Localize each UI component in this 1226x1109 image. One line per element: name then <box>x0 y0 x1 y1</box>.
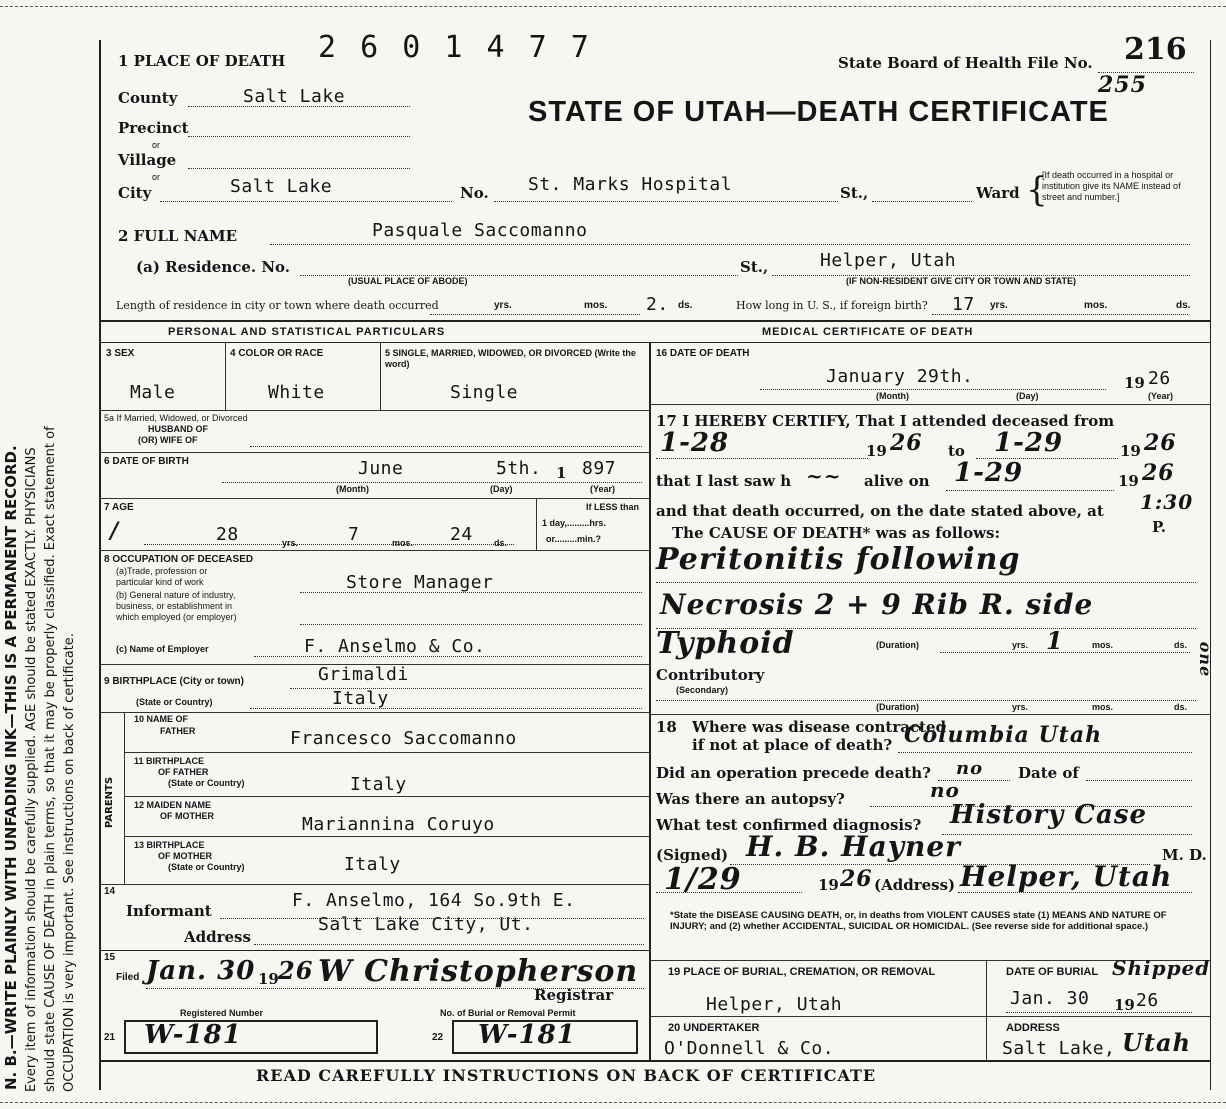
burial-date: Jan. 30 <box>1010 988 1090 1009</box>
file-no-alt: 255 <box>1098 72 1147 98</box>
full-name-line <box>270 244 1190 245</box>
occupation-value: Store Manager <box>346 572 494 593</box>
sex-label: 3 SEX <box>106 348 135 359</box>
dod-year-caption: (Year) <box>1148 391 1174 401</box>
st-label: St., <box>840 184 869 202</box>
autopsy-answer: no <box>930 778 960 802</box>
st-line <box>872 201 972 202</box>
burial-address-label: ADDRESS <box>1006 1022 1060 1034</box>
row-divider-8 <box>124 796 649 797</box>
dob-year: 897 <box>582 458 617 479</box>
age-mos-label: mos. <box>392 538 414 548</box>
residence-label: (a) Residence. No. <box>136 258 291 276</box>
section-title-divider <box>100 342 1210 343</box>
signed-date: 1/29 <box>664 862 742 897</box>
cause-line1: Peritonitis following <box>656 542 1021 577</box>
undertaker-label: 20 UNDERTAKER <box>668 1022 760 1034</box>
shipped-note: Shipped <box>1112 956 1211 980</box>
age-years: 28 <box>216 524 239 545</box>
cause-intro: The CAUSE OF DEATH* was as follows: <box>672 524 1001 542</box>
color-label: 4 COLOR OR RACE <box>230 348 324 359</box>
burial-address-state: Utah <box>1122 1028 1192 1057</box>
from-year: 26 <box>890 430 923 456</box>
mother-bp-value: Italy <box>344 854 401 875</box>
medical-section-title: MEDICAL CERTIFICATE OF DEATH <box>762 326 974 338</box>
death-occurred-text: and that death occurred, on the date stated above, at <box>656 502 1104 520</box>
top-perforation <box>0 6 1226 8</box>
row-divider-11 <box>100 950 650 951</box>
residence-st-label: St., <box>740 258 769 276</box>
last-saw-text: that I last saw h <box>656 472 792 490</box>
signed-year-prefix: 19 <box>818 876 839 894</box>
city-line <box>160 201 452 202</box>
age-days: 24 <box>450 524 473 545</box>
left-border <box>99 40 101 1090</box>
reg-number-label: Registered Number <box>180 1008 264 1018</box>
certificate-title: STATE OF UTAH—DEATH CERTIFICATE <box>528 96 1109 128</box>
bottom-divider <box>100 1060 1210 1062</box>
dob-day-caption: (Day) <box>490 484 513 494</box>
or-label-1: or <box>152 140 161 150</box>
occupation-a: (a)Trade, profession or <box>116 566 208 576</box>
form-number: 2 6 0 1 4 7 7 <box>318 30 592 65</box>
dob-month: June <box>358 458 404 479</box>
mother-bp-a: 13 BIRTHPLACE <box>134 840 205 850</box>
burial-date-line <box>1006 1012 1192 1013</box>
street-no-value: St. Marks Hospital <box>528 174 733 195</box>
color-value: White <box>268 382 325 403</box>
dod-label: 16 DATE OF DEATH <box>656 348 750 359</box>
brace: { <box>1026 170 1048 210</box>
q18-line <box>898 752 1192 753</box>
mother-bp-c: (State or Country) <box>168 862 245 872</box>
father-bp-c: (State or Country) <box>168 778 245 788</box>
to-year-prefix: 19 <box>1120 442 1141 460</box>
age-months: 7 <box>348 524 360 545</box>
age-less-divider <box>536 498 537 550</box>
q18-text-b: if not at place of death? <box>692 736 893 754</box>
signed-year: 26 <box>840 866 873 892</box>
marital-label: 5 SINGLE, MARRIED, WIDOWED, OR DIVORCED (Write the word) <box>385 348 636 369</box>
burial-mid-divider <box>650 1016 1210 1017</box>
secondary-label: (Secondary) <box>676 685 729 695</box>
birthplace-country-line <box>250 708 642 709</box>
cause-line3: Typhoid <box>656 626 795 661</box>
father-bp-b: OF FATHER <box>158 767 209 777</box>
last-saw-year-prefix: 19 <box>1118 472 1139 490</box>
length-residence-label: Length of residence in city or town where death occurred <box>116 299 439 312</box>
less-than-a: If LESS than <box>586 502 640 512</box>
age-label: 7 AGE <box>104 502 134 513</box>
duration-line-1 <box>940 652 1190 653</box>
last-saw-date: 1-29 <box>954 458 1024 488</box>
attended-from-line <box>656 458 868 459</box>
registrar-label: Registrar <box>534 986 614 1004</box>
birthplace-country: Italy <box>332 688 389 709</box>
burial-year: 26 <box>1136 990 1159 1011</box>
row-divider-10 <box>100 884 649 885</box>
ward-label: Ward <box>976 184 1020 202</box>
last-saw-suffix: alive on <box>864 472 930 490</box>
spouse-label-c: (OR) WIFE OF <box>138 435 198 445</box>
age-yrs-label: yrs. <box>282 538 299 548</box>
med-divider-2 <box>650 714 1210 715</box>
burial-date-label: DATE OF BURIAL <box>1006 966 1099 978</box>
cause-line2: Necrosis 2 + 9 Rib R. side <box>660 588 1094 621</box>
footnote: *State the DISEASE CAUSING DEATH, or, in deaths from VIOLENT CAUSES state (1) MEANS AND NATURE OF INJURY; and (2) whether ACCIDENTAL, SUICIDAL OR HOMICIDAL. (See reverse side for additional space.) <box>670 910 1167 932</box>
row-divider-4 <box>100 550 649 551</box>
burial-inner-divider <box>986 960 987 1060</box>
birthplace-label: 9 BIRTHPLACE (City or town) <box>104 676 244 687</box>
q18-answer: Columbia Utah <box>904 722 1103 748</box>
ward-note: [If death occurred in a hospital or institution give its NAME instead of street and number.] <box>1042 170 1181 202</box>
village-label: Village <box>118 151 177 169</box>
duration-years: 1 <box>1046 626 1064 655</box>
street-no-label: No. <box>460 184 489 202</box>
permit-value: W-181 <box>478 1020 576 1050</box>
sex-value: Male <box>130 382 176 403</box>
middle-divider <box>649 342 651 960</box>
precinct-label: Precinct <box>118 119 189 137</box>
residence-city-value: Helper, Utah <box>820 250 957 271</box>
father-bp-value: Italy <box>350 774 407 795</box>
mother-bp-b: OF MOTHER <box>158 851 212 861</box>
filed-year-prefix: 19 <box>258 970 279 988</box>
test-line <box>942 834 1192 835</box>
date-of-label: Date of <box>1018 764 1079 782</box>
attended-from: 1-28 <box>660 428 730 458</box>
dod-month-day: January 29th. <box>826 366 974 387</box>
burial-year-prefix: 19 <box>1114 996 1135 1014</box>
registrar-signature: W Christopherson <box>318 954 639 989</box>
city-label: City <box>118 184 152 202</box>
duration-ds-1: ds. <box>1174 640 1188 650</box>
am-pm: P. <box>1152 518 1167 536</box>
length-ds: ds. <box>678 300 693 311</box>
or-label-2: or <box>152 172 161 182</box>
age-check: / <box>110 518 120 544</box>
length-yrs: yrs. <box>494 300 512 311</box>
duration-mos-2: mos. <box>1092 702 1114 712</box>
sex-color-divider <box>225 342 226 410</box>
father-value: Francesco Saccomanno <box>290 728 517 749</box>
mother-label-a: 12 MAIDEN NAME <box>134 800 212 810</box>
employer-value: F. Anselmo & Co. <box>304 636 486 657</box>
spouse-label-b: HUSBAND OF <box>148 424 208 434</box>
father-label-a: 10 NAME OF <box>134 714 189 724</box>
undertaker-value: O'Donnell & Co. <box>664 1038 835 1059</box>
from-year-prefix: 19 <box>866 442 887 460</box>
file-no-value: 216 <box>1124 32 1187 67</box>
occupation-b: particular kind of work <box>116 577 204 587</box>
place-of-death-label: 1 PLACE OF DEATH <box>118 52 286 70</box>
side-note-line2: Every item of information should be carefully supplied. AGE should be stated EXACTLY. PHYSICIANS <box>24 447 39 1092</box>
informant-address: Salt Lake City, Ut. <box>318 914 534 935</box>
filed-date: Jan. 30 <box>146 956 256 986</box>
occupation-line-2 <box>300 624 642 625</box>
q18-text-a: Where was disease contracted <box>692 718 947 736</box>
signature: H. B. Hayner <box>746 830 961 863</box>
dod-year: 26 <box>1148 368 1171 389</box>
length-mos: mos. <box>584 300 608 311</box>
file-no-label: State Board of Health File No. <box>838 54 1093 72</box>
q18-num: 18 <box>656 718 677 736</box>
village-line <box>188 168 410 169</box>
top-section-divider <box>100 320 1210 322</box>
last-saw-line <box>946 490 1114 491</box>
dod-year-prefix: 19 <box>1124 374 1145 392</box>
last-saw-year: 26 <box>1142 460 1175 486</box>
spouse-line <box>250 446 642 447</box>
parents-divider <box>124 712 125 884</box>
county-value: Salt Lake <box>243 86 346 107</box>
us-label: How long in U. S., if foreign birth? <box>736 299 928 312</box>
age-ds-label: ds. <box>494 538 508 548</box>
less-than-c: or.........min.? <box>546 534 602 544</box>
duration-ds-2: ds. <box>1174 702 1188 712</box>
md-label: M. D. <box>1162 846 1207 864</box>
right-border <box>1210 40 1211 1090</box>
personal-section-title: PERSONAL AND STATISTICAL PARTICULARS <box>168 326 446 338</box>
burial-place: Helper, Utah <box>706 994 843 1015</box>
row-divider-1 <box>100 410 649 411</box>
occupation-d: business, or establishment in <box>116 601 233 611</box>
death-time: 1:30 <box>1140 490 1194 514</box>
filed-num: 15 <box>104 952 116 963</box>
test-answer: History Case <box>950 800 1148 830</box>
usual-place-caption: (USUAL PLACE OF ABODE) <box>348 276 468 286</box>
duration-yrs-2: yrs. <box>1012 702 1029 712</box>
less-than-b: 1 day,.........hrs. <box>542 518 606 528</box>
us-yrs: yrs. <box>990 300 1008 311</box>
duration-mos-1: mos. <box>1092 640 1114 650</box>
duration-label-1: (Duration) <box>876 640 919 650</box>
row-divider-3 <box>100 498 649 499</box>
nonresident-caption: (IF NON-RESIDENT GIVE CITY OR TOWN AND STATE) <box>846 276 1077 286</box>
informant-address-label: Address <box>184 928 251 946</box>
informant-address-line <box>254 944 644 945</box>
precinct-line <box>188 136 410 137</box>
attended-to: 1-29 <box>994 428 1064 458</box>
dob-year-caption: (Year) <box>590 484 616 494</box>
occupation-e: which employed (or employer) <box>116 612 237 622</box>
signed-address: Helper, Utah <box>960 860 1173 893</box>
full-name-value: Pasquale Saccomanno <box>372 220 588 241</box>
to-label: to <box>948 442 965 460</box>
informant-num: 14 <box>104 886 116 897</box>
dob-day: 5th. <box>496 458 542 479</box>
length-days-value: 2. <box>646 294 669 315</box>
filed-label: Filed <box>116 972 140 983</box>
county-label: County <box>118 89 178 107</box>
informant-value: F. Anselmo, 164 So.9th E. <box>292 890 576 911</box>
city-value: Salt Lake <box>230 176 333 197</box>
color-marital-divider <box>380 342 381 410</box>
occupation-c: (b) General nature of industry, <box>116 590 236 600</box>
occupation-label: 8 OCCUPATION OF DECEASED <box>104 554 254 565</box>
side-note-line3: should state CAUSE OF DEATH in plain terms, so that it may be properly classified. Exact statement of <box>43 426 58 1092</box>
birthplace-city: Grimaldi <box>318 664 409 685</box>
dod-day-caption: (Day) <box>1016 391 1039 401</box>
dob-month-caption: (Month) <box>336 484 369 494</box>
us-mos: mos. <box>1084 300 1108 311</box>
us-ds: ds. <box>1176 300 1191 311</box>
duration-label-2: (Duration) <box>876 702 919 712</box>
reg-num-prefix: 21 <box>104 1032 116 1043</box>
filed-year: 26 <box>278 956 314 985</box>
father-bp-a: 11 BIRTHPLACE <box>134 756 205 766</box>
parents-label: PARENTS <box>104 776 115 828</box>
us-years-value: 17 <box>952 294 975 315</box>
permit-prefix: 22 <box>432 1032 444 1043</box>
operation-label: Did an operation precede death? <box>656 764 931 782</box>
birthplace-state-label: (State or Country) <box>136 697 213 707</box>
test-label: What test confirmed diagnosis? <box>656 816 922 834</box>
last-saw-strike: ~~ <box>806 464 842 488</box>
length-line <box>430 314 640 315</box>
dod-month-caption: (Month) <box>876 391 909 401</box>
cause-line1-rule <box>656 582 1196 583</box>
side-note-line4: OCCUPATION is very important. See instructions on back of certificate. <box>62 633 77 1092</box>
row-divider-9 <box>124 836 649 837</box>
full-name-label: 2 FULL NAME <box>118 227 238 245</box>
bottom-perforation <box>0 1102 1226 1104</box>
reg-number-value: W-181 <box>144 1020 242 1050</box>
date-of-line <box>1086 780 1192 781</box>
autopsy-label: Was there an autopsy? <box>656 790 845 808</box>
father-label-b: FATHER <box>160 726 196 736</box>
certify-text: 17 I HEREBY CERTIFY, That I attended deceased from <box>656 412 1115 430</box>
burial-address: Salt Lake, <box>1002 1038 1116 1059</box>
mother-value: Mariannina Coruyo <box>302 814 495 835</box>
med-divider-1 <box>650 404 1210 405</box>
burial-place-label: 19 PLACE OF BURIAL, CREMATION, OR REMOVAL <box>668 966 936 978</box>
spouse-label-a: 5a If Married, Widowed, or Divorced <box>104 413 248 423</box>
to-year: 26 <box>1144 430 1177 456</box>
dob-line <box>222 482 642 483</box>
side-note: one <box>1196 641 1216 678</box>
side-note-line1: N. B.—WRITE PLAINLY WITH UNFADING INK—THIS IS A PERMANENT RECORD. <box>2 445 20 1090</box>
contributory-label: Contributory <box>656 666 765 684</box>
permit-label: No. of Burial or Removal Permit <box>440 1008 576 1018</box>
signed-label: (Signed) <box>656 846 729 864</box>
street-no-line <box>494 201 838 202</box>
row-divider-2 <box>100 452 649 453</box>
row-divider-6 <box>100 712 649 713</box>
marital-value: Single <box>450 382 519 403</box>
employer-label: (c) Name of Employer <box>116 644 209 654</box>
burial-left-divider <box>649 960 651 1060</box>
address-label: (Address) <box>874 876 956 894</box>
dob-label: 6 DATE OF BIRTH <box>104 456 189 467</box>
dob-year-prefix: 1 <box>556 464 567 482</box>
row-divider-7 <box>124 752 649 753</box>
dod-line <box>760 389 1106 390</box>
informant-label: Informant <box>126 902 212 920</box>
duration-yrs-1: yrs. <box>1012 640 1029 650</box>
mother-label-b: OF MOTHER <box>160 811 214 821</box>
footer-instructions: READ CAREFULLY INSTRUCTIONS ON BACK OF CERTIFICATE <box>256 1066 877 1085</box>
contributory-line <box>656 700 1196 701</box>
operation-answer: no <box>956 758 984 779</box>
